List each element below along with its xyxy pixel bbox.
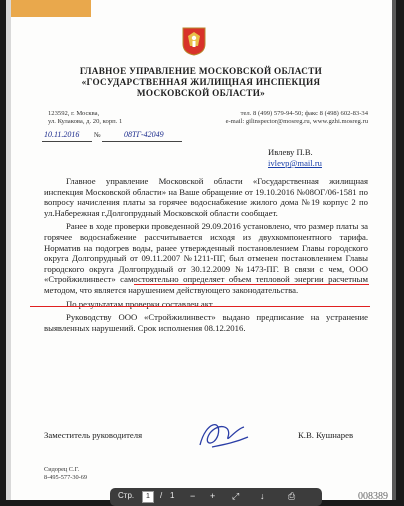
header-line-3: МОСКОВСКОЙ ОБЛАСТИ»	[136, 88, 266, 98]
scan-left-edge	[6, 0, 11, 500]
recipient-email[interactable]: ivlevp@mail.ru	[268, 158, 322, 168]
moscow-oblast-emblem-icon	[181, 26, 207, 56]
signer-title: Заместитель руководителя	[44, 430, 143, 440]
handwritten-signature-icon	[192, 415, 252, 453]
document-reference	[40, 130, 200, 142]
fit-page-icon[interactable]: ⤢	[232, 491, 240, 501]
executor-phone: 8-495-577-30-69	[44, 474, 88, 481]
letter-body	[44, 176, 368, 336]
reference-number: 08ТГ-42049	[124, 130, 164, 139]
header-line-1: ГЛАВНОЕ УПРАВЛЕНИЕ МОСКОВСКОЙ ОБЛАСТИ	[79, 66, 323, 76]
executor-info	[44, 466, 87, 482]
date-underline	[42, 141, 92, 142]
print-icon[interactable]: ⎙	[288, 491, 296, 501]
signer-name: К.В. Кушнарев	[298, 430, 354, 440]
recipient-block	[268, 147, 322, 169]
zoom-out-icon[interactable]: −	[190, 491, 196, 501]
reference-date: 10.11.2016	[44, 130, 80, 139]
orange-sticker	[11, 0, 91, 17]
page-label: Стр.	[118, 491, 135, 500]
total-pages: 1	[170, 491, 175, 500]
contact-info	[210, 110, 368, 126]
zoom-in-icon[interactable]: +	[210, 491, 216, 501]
recipient-name: Ивлеву П.В.	[268, 147, 313, 157]
executor-name: Сидорец С.Г.	[44, 466, 80, 473]
paragraph-1: Главное управление Московской области «Государственная жилищная инспекция Московской области» на Ваше обращение от 19.10.2016 №08ОГ/06-1581 по вопросу начисления платы за горячее водоснабжение жилого дома №19 корпус 2 по ул.Набережная г.Долгопрудный Московской области сообщает.	[44, 176, 368, 218]
paragraph-3: По результатам проверки составлен акт.	[66, 298, 215, 309]
paragraph-4: Руководству ООО «Стройжилинвест» выдано предписание на устранение выявленных нарушений. Срок исполнения 08.12.2016.	[44, 312, 368, 333]
email-website: e-mail: gilinspector@mosreg.ru, www.gzhi.mosreg.ru	[225, 118, 368, 125]
page-separator: /	[160, 491, 163, 500]
download-icon[interactable]: ↓	[260, 491, 265, 501]
document-page	[6, 0, 392, 500]
red-underline-top	[134, 284, 369, 285]
number-underline	[102, 141, 182, 142]
paragraph-2: Ранее в ходе проверки проведенной 29.09.2016 установлено, что размер платы за горячее водоснабжение рассчитывается исходя из двухкомпонентного тарифа. Норматив на подогрев воды, ранее утвержденный постановлением Главы городского округа Долгопрудный от 09.11.2007 №1211-ПГ, был отменен постановлением Главы городского округа Долгопрудный от 30.12.2009 №1473-ПГ. В связи с чем, ООО «Стройжилинвест» самостоятельно определяет объем тепловой энергии расчетным методом, что является нарушением действующего законодательства.	[44, 221, 368, 295]
viewer-right-edge	[392, 0, 396, 500]
header-line-2: «ГОСУДАРСТВЕННАЯ ЖИЛИЩНАЯ ИНСПЕКЦИЯ	[81, 77, 321, 87]
organization-header	[66, 66, 336, 99]
current-page-input[interactable]: 1	[142, 491, 154, 503]
page-serial-number: 008389	[358, 491, 388, 500]
red-highlight-marks	[68, 283, 370, 307]
postal-address: 123592, г. Москва, ул. Кулакова, д. 20, корп. 1	[48, 110, 123, 125]
number-sign: №	[94, 131, 101, 139]
viewer-toolbar	[110, 488, 322, 506]
red-underline-bottom	[30, 306, 370, 307]
phone-fax: тел. 8 (499) 579-94-50; факс 8 (498) 602-83-34	[240, 110, 368, 117]
